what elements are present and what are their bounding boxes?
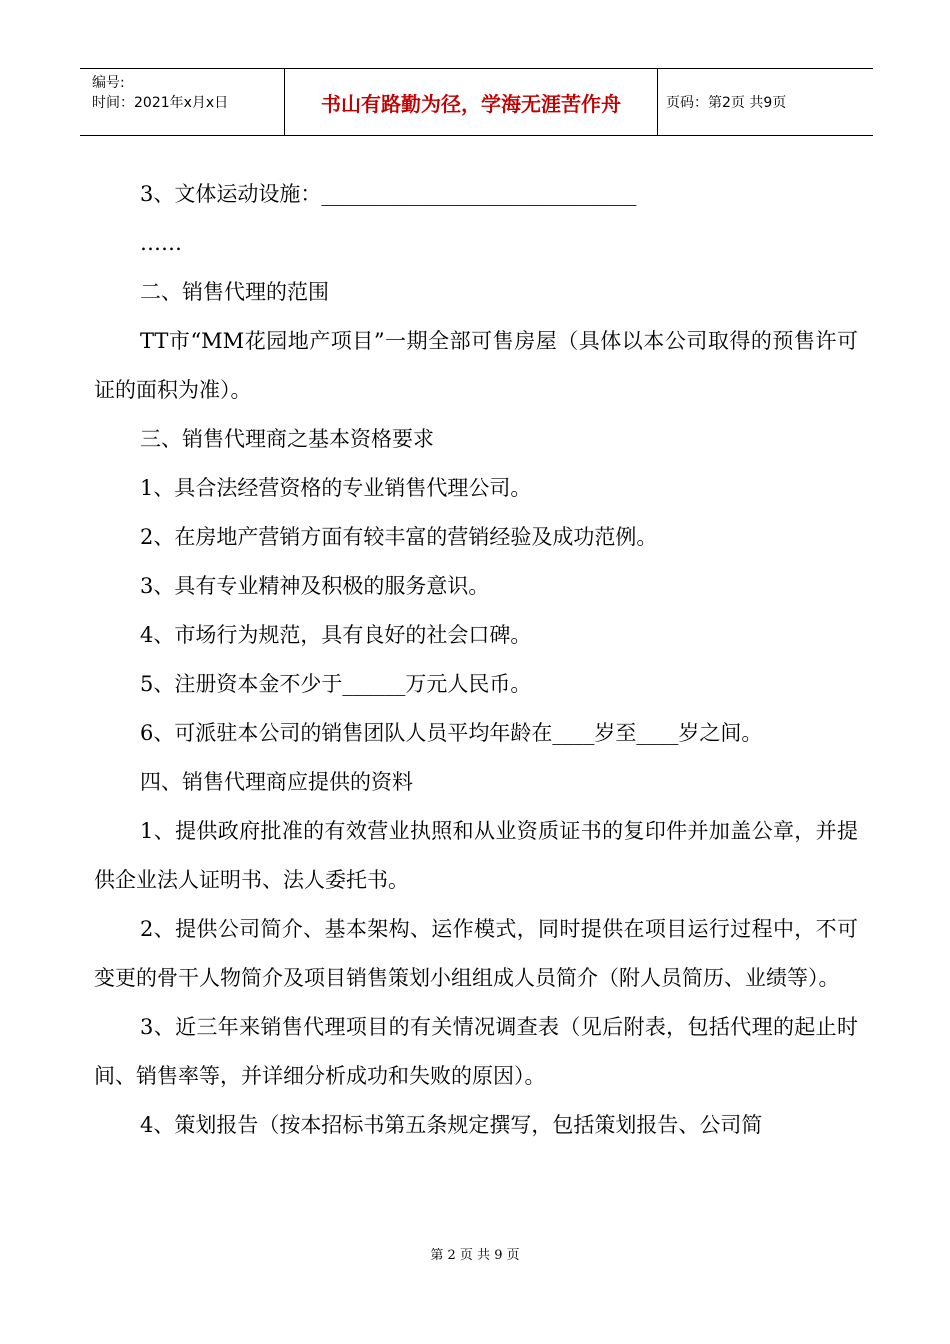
- header-page-info: 页码：第2页 共9页: [666, 95, 787, 111]
- document-body: [94, 170, 858, 1150]
- paragraph: 4、策划报告（按本招标书第五条规定撰写，包括策划报告、公司简: [140, 1113, 763, 1137]
- paragraph: 1、具合法经营资格的专业销售代理公司。: [140, 476, 532, 500]
- section-heading: 二、销售代理的范围: [140, 280, 329, 304]
- header-meta: [80, 69, 285, 135]
- header-motto: 书山有路勤为径，学海无涯苦作舟: [285, 69, 658, 135]
- paragraph: 1、提供政府批准的有效营业执照和从业资质证书的复印件并加盖公章，并提供企业法人证明书、法人委托书。: [94, 819, 858, 892]
- paragraph: 5、注册资本金不少于______万元人民币。: [140, 672, 532, 696]
- paragraph: 6、可派驻本公司的销售团队人员平均年龄在____岁至____岁之间。: [140, 721, 763, 745]
- section-heading: 四、销售代理商应提供的资料: [140, 770, 413, 794]
- paragraph: 2、提供公司简介、基本架构、运作模式，同时提供在项目运行过程中，不可变更的骨干人物简介及项目销售策划小组组成人员简介（附人员简历、业绩等）。: [94, 917, 858, 990]
- paragraph: 3、文体运动设施：______________________________: [140, 182, 637, 206]
- section-heading: 三、销售代理商之基本资格要求: [140, 427, 434, 451]
- page-header: [80, 68, 873, 136]
- document-number-label: 编号:: [92, 75, 125, 91]
- paragraph: 3、具有专业精神及积极的服务意识。: [140, 574, 490, 598]
- paragraph: TT市“MM花园地产项目”一期全部可售房屋（具体以本公司取得的预售许可证的面积为准）。: [94, 329, 858, 402]
- paragraph: 2、在房地产营销方面有较丰富的营销经验及成功范例。: [140, 525, 658, 549]
- paragraph: 4、市场行为规范，具有良好的社会口碑。: [140, 623, 532, 647]
- document-time-label: 时间：2021年x月x日: [92, 95, 229, 111]
- paragraph: 3、近三年来销售代理项目的有关情况调查表（见后附表，包括代理的起止时间、销售率等，并详细分析成功和失败的原因）。: [94, 1015, 858, 1088]
- page-footer: 第 2 页 共 9 页: [430, 1248, 520, 1263]
- paragraph: ……: [140, 231, 182, 255]
